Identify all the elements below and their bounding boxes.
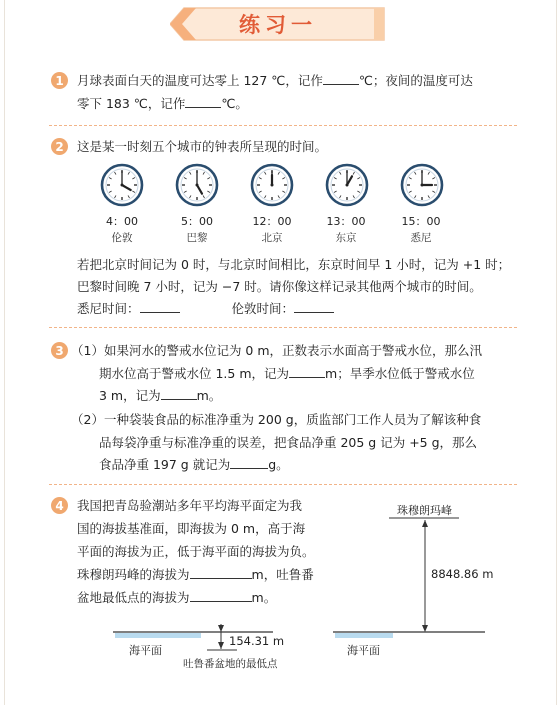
q1-line-1 — [77, 71, 473, 90]
depth-arrow-head-top — [218, 625, 224, 632]
q3-text-b: m；旱季水位低于警戒水位 — [325, 366, 475, 381]
arrow-head-bottom — [422, 625, 428, 632]
depth-arrow-head-bottom — [218, 642, 224, 649]
q4-line-4 — [77, 565, 314, 584]
basin-altitude-blank[interactable] — [190, 588, 252, 602]
sydney-time-blank[interactable] — [140, 299, 180, 313]
q3-part2-line2: 品每袋净重与标准净重的误差，把食品净重 205 g 记为 +5 g，那么 — [99, 435, 478, 450]
separator-3 — [49, 484, 517, 485]
q1-text-d: ℃。 — [221, 96, 248, 111]
arrow-head-top — [422, 520, 428, 527]
q4-text-b: m，吐鲁番 — [251, 567, 314, 582]
q3-part1-line2 — [99, 364, 475, 383]
clock-time-sydney: 15：00 — [401, 215, 441, 228]
sea-level-label-left: 海平面 — [129, 644, 162, 657]
separator-1 — [49, 125, 517, 126]
q1-blank-2[interactable] — [185, 94, 221, 108]
city-label-beijing: 北京 — [261, 232, 283, 244]
q3-part2-line1: （2）一种袋装食品的标准净重为 200 g，质监部门工作人员为了解该种食 — [71, 412, 482, 427]
basin-depth-label: 154.31 m — [229, 634, 285, 648]
q4-line-5 — [77, 588, 276, 607]
q3-part1-line1: （1）如果河水的警戒水位记为 0 m，正数表示水面高于警戒水位，那么汛 — [71, 343, 483, 358]
q2-answer-line — [77, 299, 334, 318]
city-label-paris: 巴黎 — [186, 232, 208, 244]
clock-time-tokyo: 13：00 — [326, 215, 366, 228]
london-time-blank[interactable] — [294, 299, 334, 313]
q3-text-d: m。 — [196, 388, 222, 403]
clock-time-paris: 5：00 — [181, 215, 213, 228]
q4-text-c: 盆地最低点的海拔为 — [77, 590, 190, 605]
workbook-page — [4, 0, 557, 705]
q3-blank-2[interactable] — [161, 386, 197, 400]
q4-text-d: m。 — [251, 590, 277, 605]
city-label-tokyo: 东京 — [335, 232, 357, 244]
clock-time-london: 4：00 — [106, 215, 138, 228]
q4-text-a: 珠穆朗玛峰的海拔为 — [77, 567, 190, 582]
q3-text-f: g。 — [268, 457, 289, 472]
separator-2 — [49, 327, 517, 328]
water-right — [335, 633, 393, 638]
london-time-label: 伦敦时间： — [231, 301, 295, 316]
q1-text-c: 零下 183 ℃，记作 — [77, 96, 186, 111]
q3-text-c: 3 m，记为 — [99, 388, 161, 403]
everest-height-label: 8848.86 m — [431, 567, 494, 581]
clock-time-beijing: 12：00 — [252, 215, 292, 228]
city-label-london: 伦敦 — [111, 232, 133, 244]
q2-paragraph-1: 若把北京时间记为 0 时，与北京时间相比，东京时间早 1 小时，记为 +1 时； — [77, 257, 511, 272]
sydney-time-label: 悉尼时间： — [77, 301, 140, 316]
q4-line-3: 平面的海拔为正，低于海平面的海拔为负。 — [77, 544, 315, 559]
q1-text-b: ℃；夜间的温度可达 — [358, 73, 473, 88]
q4-line-1: 我国把青岛验潮站多年平均海平面定为我 — [77, 498, 303, 513]
q3-blank-3[interactable] — [230, 455, 268, 469]
clock-face-1 — [102, 165, 142, 205]
q3-text-e: 食品净重 197 g 就记为 — [99, 457, 231, 472]
q1-text-a: 月球表面白天的温度可达零上 127 ℃，记作 — [77, 73, 323, 88]
q3-part2-line3 — [99, 455, 289, 474]
q3-blank-1[interactable] — [289, 364, 325, 378]
page-title: 练习一 — [239, 13, 317, 37]
everest-label: 珠穆朗玛峰 — [397, 504, 452, 517]
question-number-1: 1 — [51, 72, 68, 89]
q3-part1-line3 — [99, 386, 221, 405]
question-number-2: 2 — [51, 138, 68, 155]
q1-blank-1[interactable] — [323, 71, 359, 85]
q2-intro: 这是某一时刻五个城市的钟表所呈现的时间。 — [77, 139, 328, 154]
clock-face-3 — [252, 165, 292, 205]
clock-face-4 — [327, 165, 367, 205]
water-left — [115, 633, 201, 638]
q3-text-a: 期水位高于警戒水位 1.5 m，记为 — [99, 366, 290, 381]
clock-face-2 — [177, 165, 217, 205]
clock-face-5 — [402, 165, 442, 205]
q1-line-2 — [77, 94, 248, 113]
city-label-sydney: 悉尼 — [410, 232, 432, 244]
sea-level-label-right: 海平面 — [347, 644, 380, 657]
question-number-4: 4 — [51, 497, 68, 514]
everest-altitude-blank[interactable] — [190, 565, 252, 579]
basin-lowest-point-label: 吐鲁番盆地的最低点 — [183, 658, 278, 670]
question-number-3: 3 — [51, 342, 68, 359]
q4-line-2: 国的海拔基准面，即海拔为 0 m，高于海 — [77, 521, 306, 536]
clock-row — [89, 160, 469, 210]
q2-paragraph-2: 巴黎时间晚 7 小时，记为 −7 时。请你像这样记录其他两个城市的时间。 — [77, 279, 482, 294]
